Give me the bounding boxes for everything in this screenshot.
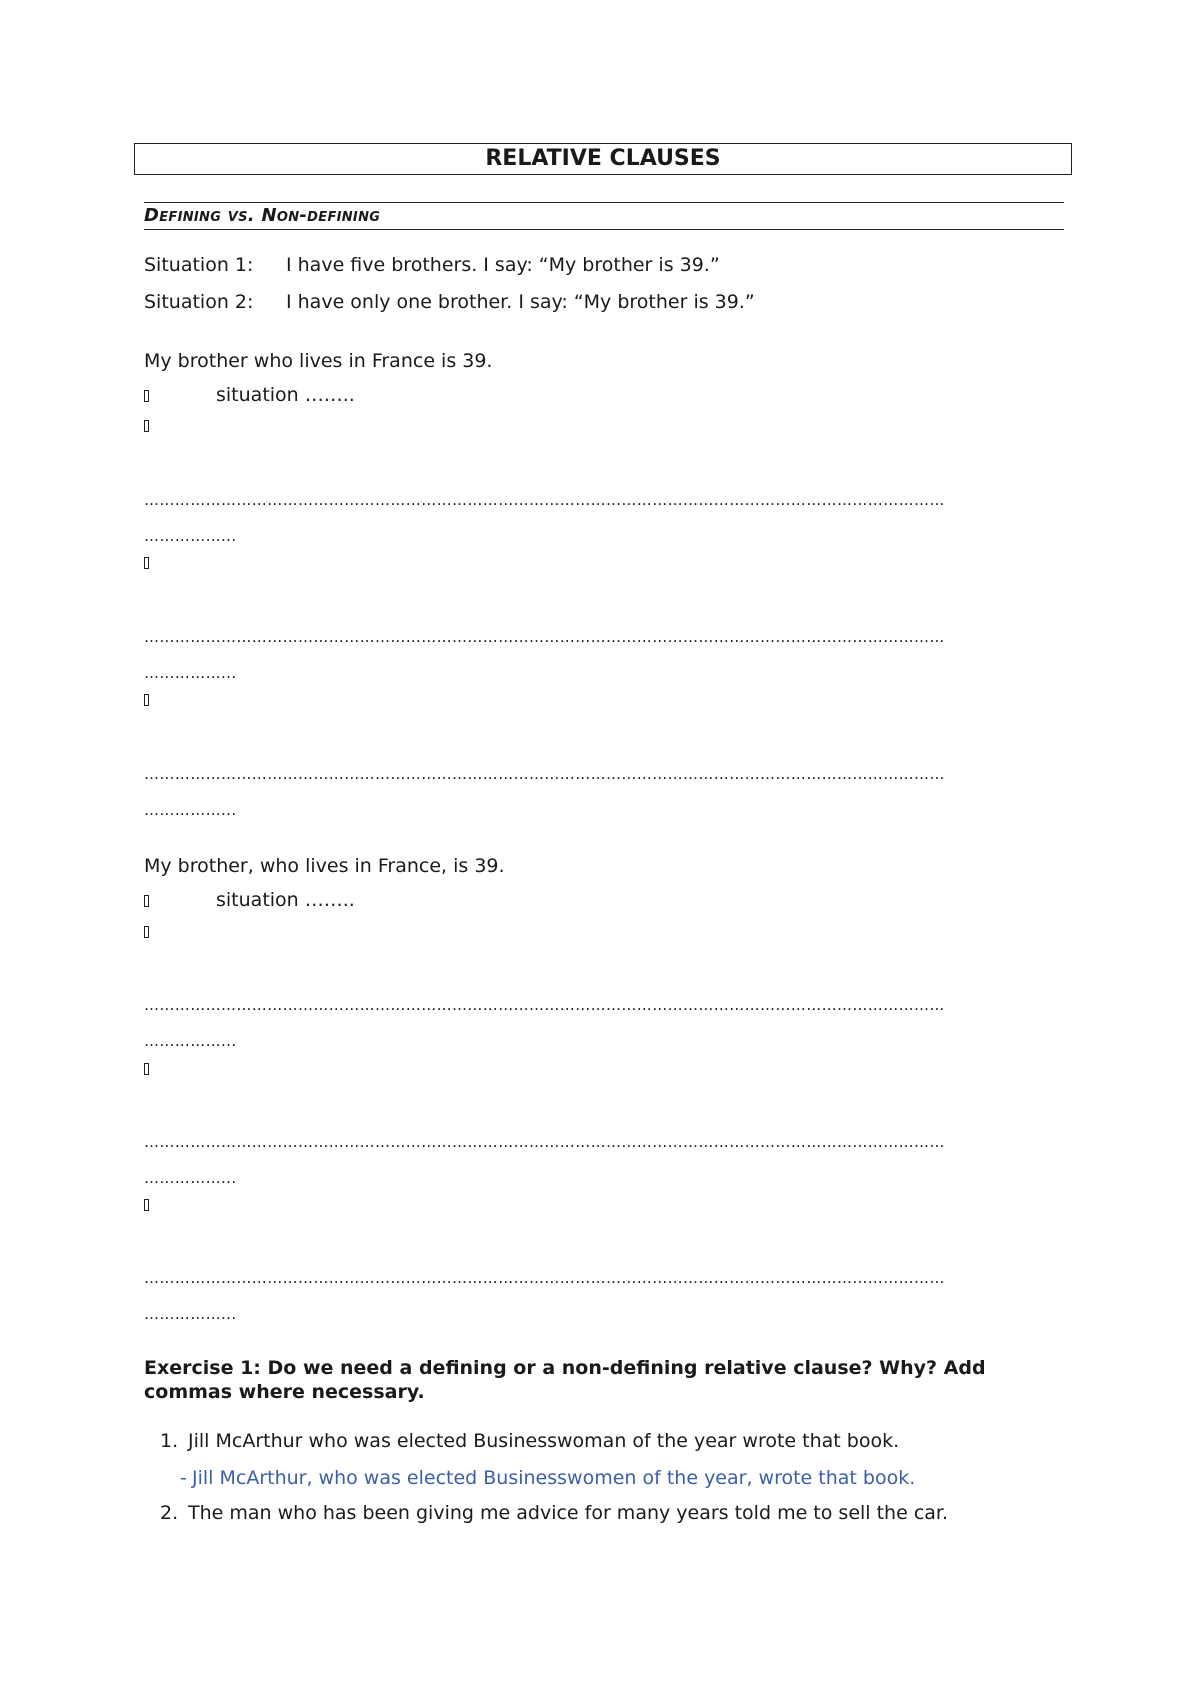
non-defining-example-sentence: My brother, who lives in France, is 39. bbox=[144, 855, 505, 877]
situation-1-label: Situation 1: bbox=[144, 254, 254, 276]
section-heading: Defining vs. Non-defining bbox=[144, 202, 1064, 230]
exercise-answer-1: Jill McArthur, who was elected Businesswomen of the year, wrote that book. bbox=[192, 1467, 916, 1489]
answer-line-end: ……………... bbox=[144, 1169, 237, 1187]
defining-example-sentence: My brother who lives in France is 39. bbox=[144, 350, 493, 372]
answer-line-end: ……………... bbox=[144, 527, 237, 545]
answer-line: ………………………………………………………………………………………………………………………………………… bbox=[144, 1269, 945, 1287]
checkbox-icon bbox=[144, 895, 149, 907]
checkbox-icon bbox=[144, 694, 149, 706]
exercise-item-2: The man who has been giving me advice for many years told me to sell the car. bbox=[188, 1502, 949, 1524]
answer-line: ………………………………………………………………………………………………………………………………………… bbox=[144, 996, 945, 1014]
item-number: 1. bbox=[160, 1430, 179, 1452]
answer-line-end: ……………... bbox=[144, 1032, 237, 1050]
checkbox-icon bbox=[144, 1199, 149, 1211]
exercise-item-1: Jill McArthur who was elected Businesswoman of the year wrote that book. bbox=[188, 1430, 900, 1452]
answer-line: ………………………………………………………………………………………………………………………………………… bbox=[144, 765, 945, 783]
checkbox-icon bbox=[144, 390, 149, 402]
situation-2-text: I have only one brother. I say: “My brother is 39.” bbox=[286, 291, 755, 313]
checkbox-icon bbox=[144, 557, 149, 569]
situation-2-label: Situation 2: bbox=[144, 291, 254, 313]
checkbox-icon bbox=[144, 1063, 149, 1075]
situation-prompt: situation …….. bbox=[216, 384, 355, 406]
answer-line-end: ……………... bbox=[144, 801, 237, 819]
item-number: 2. bbox=[160, 1502, 179, 1524]
page-title: RELATIVE CLAUSES bbox=[134, 143, 1072, 175]
answer-line-end: ……………... bbox=[144, 1305, 237, 1323]
checkbox-icon bbox=[144, 420, 149, 432]
answer-dash: - bbox=[180, 1467, 187, 1489]
situation-1-text: I have five brothers. I say: “My brother is 39.” bbox=[286, 254, 720, 276]
answer-line-end: ……………... bbox=[144, 664, 237, 682]
checkbox-icon bbox=[144, 926, 149, 938]
answer-line: ………………………………………………………………………………………………………………………………………… bbox=[144, 628, 945, 646]
answer-line: ………………………………………………………………………………………………………………………………………… bbox=[144, 1133, 945, 1151]
exercise-heading: Exercise 1: Do we need a defining or a non-defining relative clause? Why? Add commas where necessary. bbox=[144, 1357, 986, 1403]
answer-line: ………………………………………………………………………………………………………………………………………… bbox=[144, 491, 945, 509]
situation-prompt: situation …….. bbox=[216, 889, 355, 911]
